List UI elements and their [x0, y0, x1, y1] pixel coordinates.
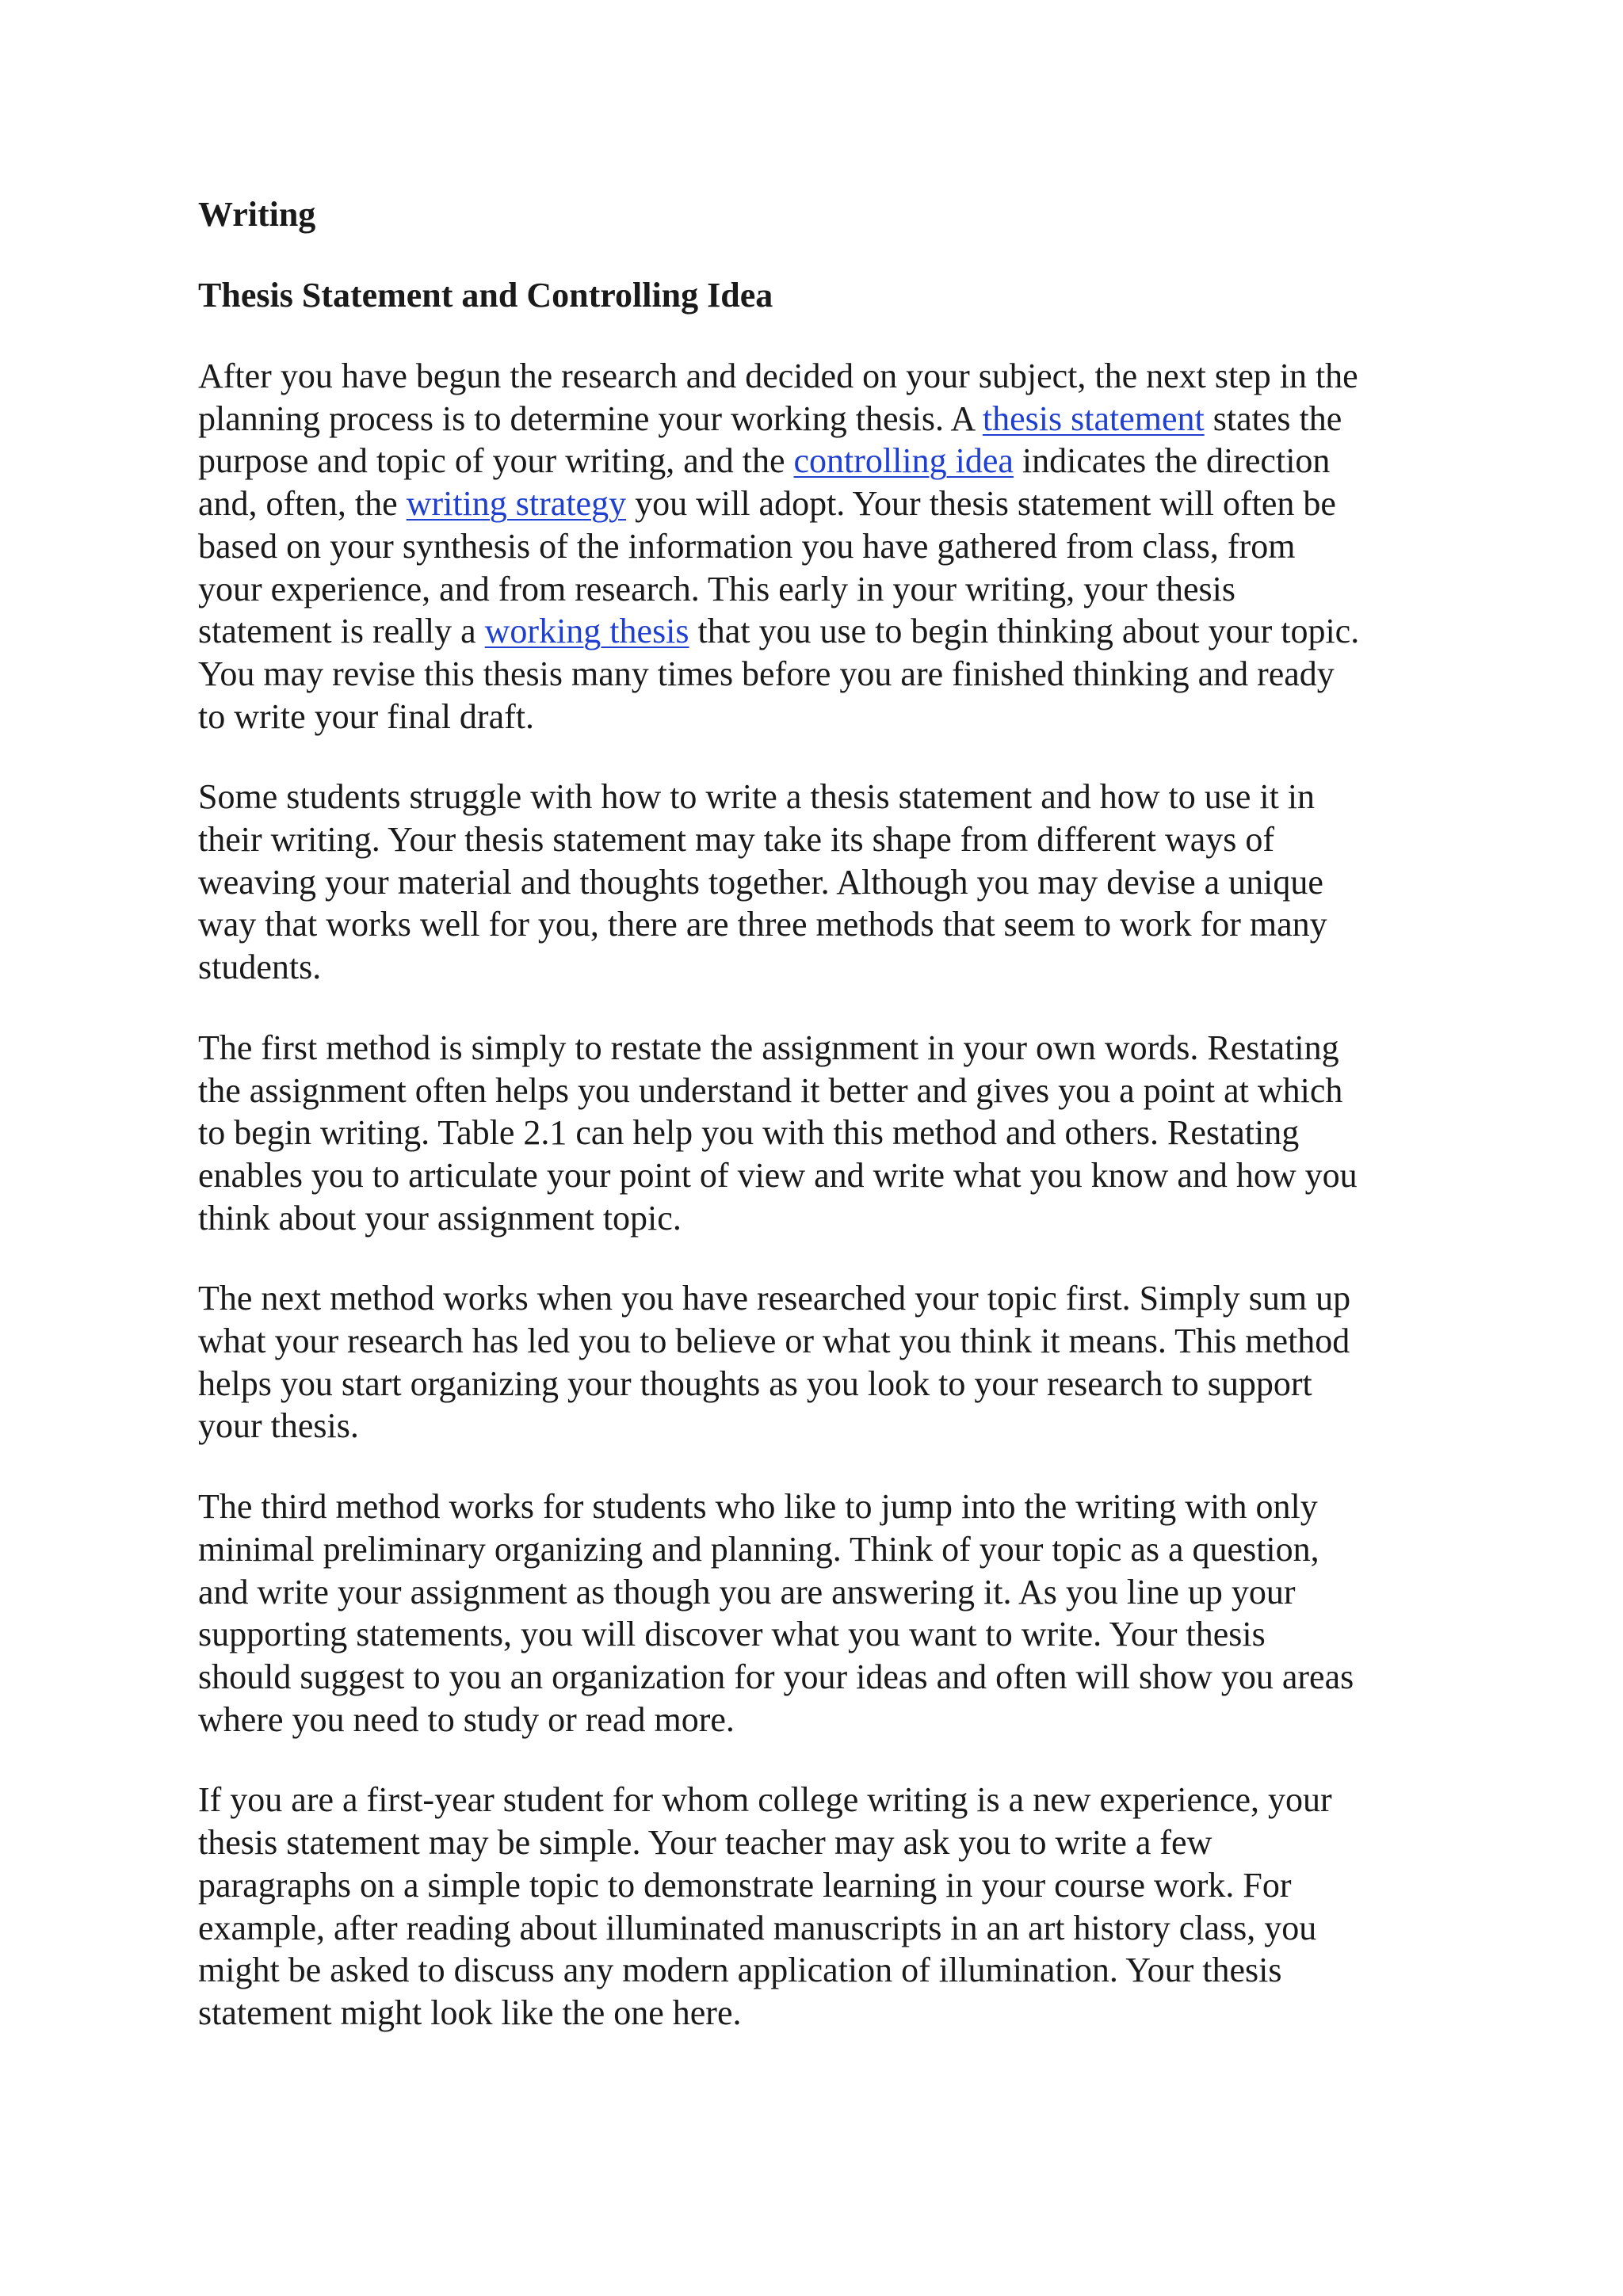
text-line: Some students struggle with how to write a thesis statement and how to use it in — [198, 777, 1316, 817]
text-line: After you have begun the research and decided on your subject, the next step in the — [198, 357, 1358, 395]
text-line: students. — [198, 948, 322, 987]
text-segment: you will adopt. Your thesis statement will often be — [626, 484, 1336, 524]
section-heading: Writing — [198, 195, 316, 234]
text-line — [198, 610, 1434, 653]
text-line: enables you to articulate your point of view and write what you know and how you — [198, 1155, 1358, 1195]
link-thesis-statement[interactable]: thesis statement — [982, 399, 1205, 438]
text-segment: statement is really a — [198, 612, 485, 651]
text-line: weaving your material and thoughts together. Although you may devise a unique — [198, 862, 1323, 902]
text-line: example, after reading about illuminated manuscripts in an art history class, you — [198, 1908, 1317, 1947]
text-line: The third method works for students who like to jump into the writing with only — [198, 1487, 1318, 1527]
text-line: The first method is simply to restate the assignment in your own words. Restating — [198, 1028, 1339, 1067]
link-writing-strategy[interactable]: writing strategy — [406, 484, 627, 524]
text-line — [198, 398, 1434, 441]
text-segment: planning process is to determine your working thesis. A — [198, 399, 983, 438]
text-line: The next method works when you have researched your topic first. Simply sum up — [198, 1279, 1351, 1318]
text-line — [198, 440, 1434, 482]
text-segment: states the — [1204, 399, 1342, 438]
text-line: might be asked to discuss any modern application of illumination. Your thesis — [198, 1951, 1282, 1990]
section-subheading: Thesis Statement and Controlling Idea — [198, 276, 773, 315]
document-content — [198, 193, 1434, 2073]
paragraph-first-method — [198, 1027, 1434, 1240]
paragraph-struggle — [198, 776, 1434, 989]
text-line: and write your assignment as though you are answering it. As you line up your — [198, 1572, 1296, 1611]
text-line: statement might look like the one here. — [198, 1993, 742, 2032]
link-controlling-idea[interactable]: controlling idea — [793, 441, 1014, 481]
paragraph-intro — [198, 355, 1434, 738]
text-line: supporting statements, you will discover what you want to write. Your thesis — [198, 1615, 1266, 1654]
text-line: your experience, and from research. This early in your writing, your thesis — [198, 569, 1235, 608]
text-line: think about your assignment topic. — [198, 1198, 682, 1238]
text-line: helps you start organizing your thoughts as you look to your research to support — [198, 1363, 1312, 1403]
text-line: the assignment often helps you understand it better and gives you a point at which — [198, 1070, 1343, 1110]
text-line: You may revise this thesis many times before you are finished thinking and ready — [198, 654, 1335, 693]
text-line: their writing. Your thesis statement may take its shape from different ways of — [198, 820, 1275, 860]
paragraph-next-method — [198, 1277, 1434, 1447]
text-line: If you are a first-year student for whom college writing is a new experience, your — [198, 1780, 1332, 1820]
text-segment: purpose and topic of your writing, and the — [198, 441, 794, 481]
text-line: way that works well for you, there are three methods that seem to work for many — [198, 905, 1327, 944]
text-line: minimal preliminary organizing and planning. Think of your topic as a question, — [198, 1529, 1319, 1569]
text-segment: and, often, the — [198, 484, 407, 524]
text-line: paragraphs on a simple topic to demonstrate learning in your course work. For — [198, 1865, 1292, 1905]
text-line: where you need to study or read more. — [198, 1699, 735, 1739]
text-line: your thesis. — [198, 1406, 359, 1446]
paragraph-first-year — [198, 1779, 1434, 2034]
text-line: to begin writing. Table 2.1 can help you with this method and others. Restating — [198, 1113, 1300, 1153]
text-line: based on your synthesis of the information you have gathered from class, from — [198, 526, 1296, 566]
text-line: what your research has led you to believe or what you think it means. This method — [198, 1322, 1350, 1361]
text-line: should suggest to you an organization for your ideas and often will show you areas — [198, 1657, 1354, 1696]
text-line: to write your final draft. — [198, 696, 534, 736]
text-line — [198, 482, 1434, 525]
paragraph-third-method — [198, 1486, 1434, 1741]
link-working-thesis[interactable]: working thesis — [484, 612, 689, 651]
text-segment: indicates the direction — [1013, 441, 1331, 481]
text-segment: that you use to begin thinking about your topic. — [689, 612, 1360, 651]
text-line: thesis statement may be simple. Your teacher may ask you to write a few — [198, 1823, 1212, 1863]
